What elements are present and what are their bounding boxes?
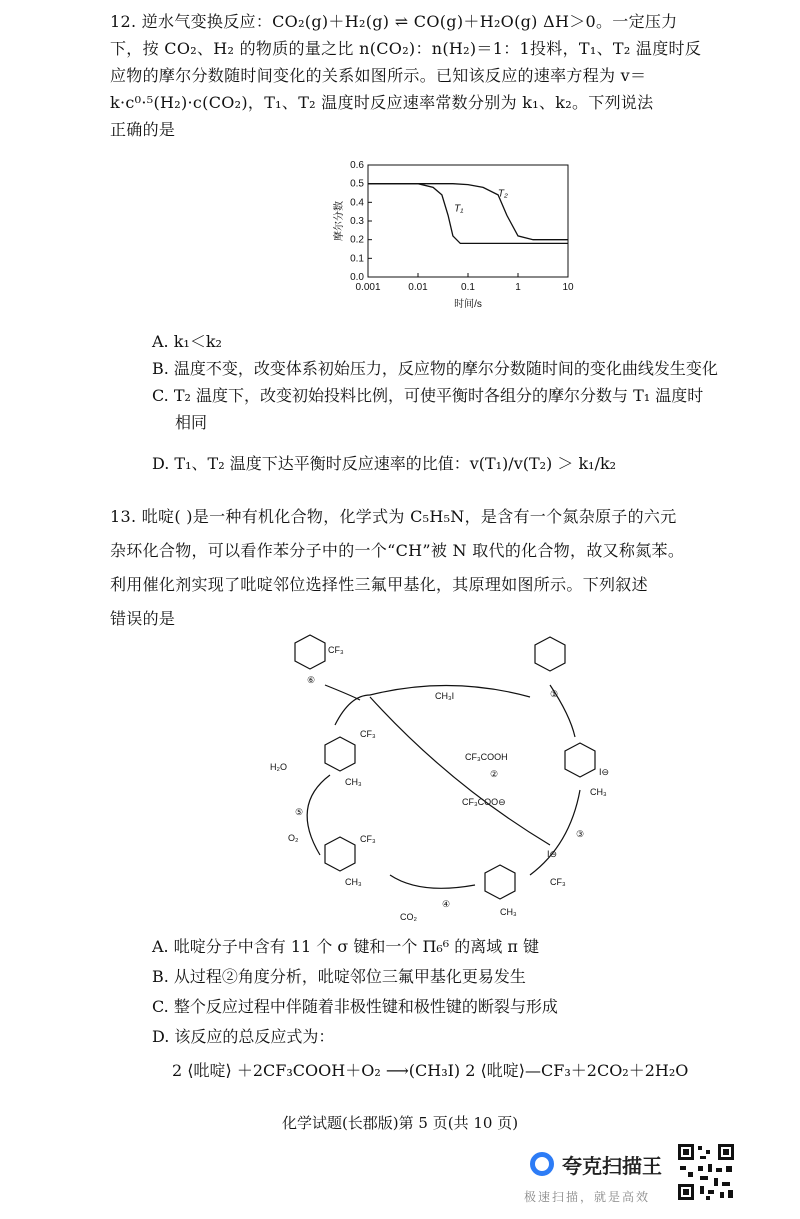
label-ch3i: CH₃I xyxy=(435,691,455,701)
mole-fraction-chart xyxy=(330,155,590,325)
series-line-T₂ xyxy=(368,184,568,240)
label-ch3: CH₃ xyxy=(590,787,607,797)
label-cf3: CF₃ xyxy=(328,645,344,655)
x-tick-label: 0.1 xyxy=(461,282,475,293)
y-tick-label: 0.2 xyxy=(350,234,364,246)
scanner-slogan: 极速扫描，就是高效 xyxy=(524,1190,651,1204)
label-ch3: CH₃ xyxy=(345,877,362,887)
step-5: ⑤ xyxy=(295,807,304,817)
qr-code-icon xyxy=(676,1142,736,1202)
label-ch3: CH₃ xyxy=(345,777,362,787)
q12-line: 下，按 CO₂、H₂ 的物质的量之比 n(CO₂)：n(H₂)＝1：1投料，T₁、T₂ 温度时反 xyxy=(110,39,702,58)
pyridine-ring xyxy=(485,865,515,899)
question-13 xyxy=(110,500,750,636)
q13-option-d: D. 该反应的总反应式为： xyxy=(152,1027,335,1046)
cycle-arc xyxy=(335,695,370,725)
q12-option-c-cont: 相同 xyxy=(175,413,208,432)
pyridine-ring xyxy=(535,637,565,671)
label-cf3: CF₃ xyxy=(360,834,376,844)
label-h2o: H₂O xyxy=(270,762,287,772)
label-o2: O₂ xyxy=(288,833,299,843)
series-label-t1: T₁ xyxy=(454,203,464,215)
q12-line: 12. 逆水气变换反应：CO₂(g)＋H₂(g) ⇌ CO(g)＋H₂O(g) ΔH＞0。一定压力 xyxy=(110,12,678,31)
scanner-name: 夸克扫描王 xyxy=(562,1156,662,1178)
label-cf3: CF₃ xyxy=(550,877,566,887)
y-tick-label: 0.5 xyxy=(350,178,364,190)
q12-line: k·c⁰·⁵(H₂)·c(CO₂)，T₁、T₂ 温度时反应速率常数分别为 k₁、k₂。下列说法 xyxy=(110,93,654,112)
q13-option-c: C. 整个反应过程中伴随着非极性键和极性键的断裂与形成 xyxy=(152,997,558,1016)
chart-frame xyxy=(368,165,568,277)
overall-equation: 2 ⟨吡啶⟩ ＋2CF₃COOH＋O₂ ⟶(CH₃I) 2 ⟨吡啶⟩—CF₃＋2CO₂＋2H₂O xyxy=(172,1061,689,1080)
y-tick-label: 0.6 xyxy=(350,160,364,171)
page-footer: 化学试题(长郡版)第 5 页(共 10 页) xyxy=(281,1114,519,1132)
cycle-arc xyxy=(307,775,330,855)
q12-option-b: B. 温度不变，改变体系初始压力，反应物的摩尔分数随时间的变化曲线发生变化 xyxy=(152,359,718,378)
question-12 xyxy=(110,8,750,143)
chart-marks xyxy=(368,184,568,244)
x-tick-label: 1 xyxy=(515,282,521,293)
q13-option-b: B. 从过程②角度分析，吡啶邻位三氟甲基化更易发生 xyxy=(152,967,526,986)
cycle-arc xyxy=(390,875,475,888)
label-cf3cooh: CF₃COOH xyxy=(465,752,508,762)
series-line-T₁ xyxy=(368,184,568,244)
x-tick-label: 0.01 xyxy=(408,282,428,293)
label-cf3: CF₃ xyxy=(360,729,376,739)
chart-xlabel: 时间/s xyxy=(454,299,482,310)
scanner-logo-icon xyxy=(530,1152,554,1176)
label-cf3coo: CF₃COO⊖ xyxy=(462,797,506,807)
q12-line: 应物的摩尔分数随时间变化的关系如图所示。已知该反应的速率方程为 v＝ xyxy=(110,66,647,85)
q13-line: 杂环化合物，可以看作苯分子中的一个“CH”被 N 取代的化合物，故又称氮苯。 xyxy=(110,541,685,560)
x-tick-label: 10 xyxy=(562,282,574,293)
q13-line: 利用催化剂实现了吡啶邻位选择性三氟甲基化，其原理如图所示。下列叙述 xyxy=(110,575,648,594)
catalytic-cycle-diagram xyxy=(250,625,610,925)
y-tick-label: 0.1 xyxy=(350,253,364,265)
y-tick-label: 0.0 xyxy=(350,272,364,283)
step-6: ⑥ xyxy=(307,675,316,685)
step-2: ② xyxy=(490,769,499,779)
y-tick-label: 0.4 xyxy=(350,197,364,209)
chart-axes xyxy=(350,160,574,293)
q12-option-c: C. T₂ 温度下，改变初始投料比例，可使平衡时各组分的摩尔分数与 T₁ 温度时 xyxy=(152,386,704,405)
q12-option-d: D. T₁、T₂ 温度下达平衡时反应速率的比值：v(T₁)/v(T₂) ＞ k₁/k₂ xyxy=(152,454,617,473)
step-4: ④ xyxy=(442,899,451,909)
q13-line: 13. 吡啶( )是一种有机化合物，化学式为 C₅H₅N，是含有一个氮杂原子的六元 xyxy=(110,507,677,526)
pyridine-ring xyxy=(295,635,325,669)
cycle-arc xyxy=(530,790,580,875)
q12-option-a: A. k₁＜k₂ xyxy=(152,332,222,351)
pyridine-ring xyxy=(325,737,355,771)
step-3: ③ xyxy=(576,829,585,839)
chart-ylabel: 摩尔分数 xyxy=(334,201,345,241)
step-1: ① xyxy=(550,689,559,699)
label-ch3: CH₃ xyxy=(500,907,517,917)
q12-line: 正确的是 xyxy=(110,120,176,139)
x-tick-label: 0.001 xyxy=(355,282,381,293)
label-co2: CO₂ xyxy=(400,912,417,922)
pyridine-ring xyxy=(565,743,595,777)
cycle-arc xyxy=(370,697,550,845)
pyridine-ring xyxy=(325,837,355,871)
cycle-arc xyxy=(325,685,360,700)
q13-option-a: A. 吡啶分子中含有 11 个 σ 键和一个 Π₆⁶ 的离域 π 键 xyxy=(152,937,539,956)
y-tick-label: 0.3 xyxy=(350,216,364,227)
q13-line: 错误的是 xyxy=(110,609,176,628)
label-iodide: I⊖ xyxy=(547,849,558,859)
label-iodide: I⊖ xyxy=(599,767,610,777)
series-label-t2: T₂ xyxy=(497,188,508,200)
